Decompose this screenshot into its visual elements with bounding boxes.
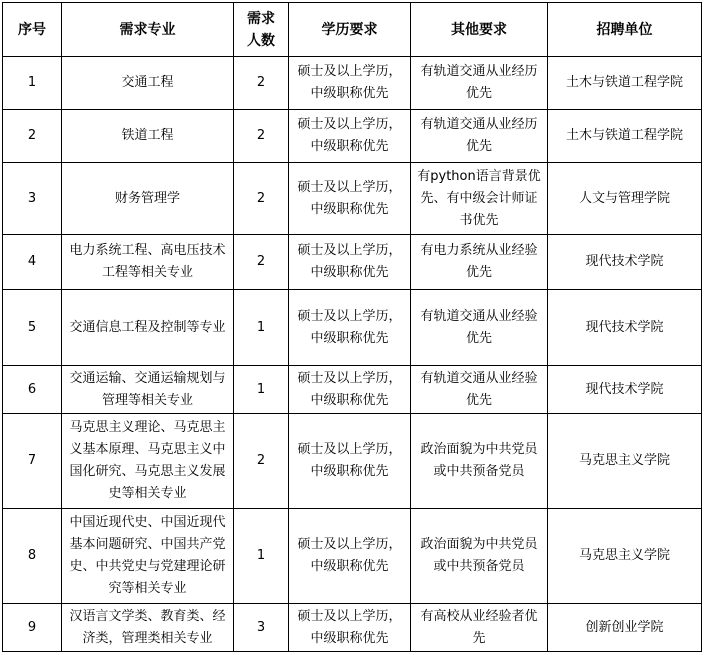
row-no: 7 <box>3 414 62 509</box>
header-row <box>3 3 702 57</box>
table-row <box>3 509 702 604</box>
table-row <box>3 290 702 366</box>
recruitment-table <box>2 2 702 652</box>
row-major: 交通运输、交通运输规划与管理等相关专业 <box>62 366 234 414</box>
row-other: 政治面貌为中共党员或中共预备党员 <box>411 509 548 604</box>
row-count: 1 <box>234 509 289 604</box>
row-other: 有python语言背景优先、有中级会计师证书优先 <box>411 163 548 235</box>
row-count: 3 <box>234 604 289 652</box>
row-education: 硕士及以上学历，中级职称优先 <box>289 290 411 366</box>
row-no: 2 <box>3 110 62 163</box>
table-row <box>3 110 702 163</box>
row-unit: 人文与管理学院 <box>548 163 702 235</box>
row-no: 5 <box>3 290 62 366</box>
row-other: 有高校从业经验者优先 <box>411 604 548 652</box>
row-no: 4 <box>3 235 62 290</box>
row-unit: 现代技术学院 <box>548 235 702 290</box>
header-other: 其他要求 <box>411 3 548 57</box>
table-row <box>3 604 702 652</box>
row-education: 硕士及以上学历，中级职称优先 <box>289 509 411 604</box>
row-education: 硕士及以上学历，中级职称优先 <box>289 366 411 414</box>
row-no: 6 <box>3 366 62 414</box>
row-other: 政治面貌为中共党员或中共预备党员 <box>411 414 548 509</box>
row-count: 2 <box>234 110 289 163</box>
table-row <box>3 57 702 110</box>
row-count: 2 <box>234 414 289 509</box>
row-unit: 马克思主义学院 <box>548 509 702 604</box>
row-count: 2 <box>234 235 289 290</box>
row-education: 硕士及以上学历，中级职称优先 <box>289 110 411 163</box>
row-other: 有轨道交通从业经验优先 <box>411 290 548 366</box>
row-count: 1 <box>234 290 289 366</box>
row-no: 9 <box>3 604 62 652</box>
table-row <box>3 163 702 235</box>
row-count: 2 <box>234 163 289 235</box>
row-other: 有轨道交通从业经验优先 <box>411 366 548 414</box>
row-major: 交通信息工程及控制等专业 <box>62 290 234 366</box>
row-major: 铁道工程 <box>62 110 234 163</box>
table-row <box>3 235 702 290</box>
row-unit: 马克思主义学院 <box>548 414 702 509</box>
row-major: 财务管理学 <box>62 163 234 235</box>
table-body <box>3 57 702 652</box>
row-unit: 现代技术学院 <box>548 366 702 414</box>
row-major: 交通工程 <box>62 57 234 110</box>
header-education: 学历要求 <box>289 3 411 57</box>
row-major: 马克思主义理论、马克思主义基本原理、马克思主义中国化研究、马克思主义发展史等相关专业 <box>62 414 234 509</box>
row-unit: 土木与铁道工程学院 <box>548 110 702 163</box>
table-row <box>3 414 702 509</box>
header-unit: 招聘单位 <box>548 3 702 57</box>
row-education: 硕士及以上学历，中级职称优先 <box>289 235 411 290</box>
row-major: 汉语言文学类、教育类、经济类，管理类相关专业 <box>62 604 234 652</box>
row-unit: 土木与铁道工程学院 <box>548 57 702 110</box>
header-major: 需求专业 <box>62 3 234 57</box>
row-other: 有轨道交通从业经历优先 <box>411 110 548 163</box>
row-other: 有轨道交通从业经历优先 <box>411 57 548 110</box>
row-other: 有电力系统从业经验优先 <box>411 235 548 290</box>
row-education: 硕士及以上学历，中级职称优先 <box>289 163 411 235</box>
header-count: 需求人数 <box>234 3 289 57</box>
row-no: 8 <box>3 509 62 604</box>
row-no: 3 <box>3 163 62 235</box>
table-row <box>3 366 702 414</box>
row-major: 电力系统工程、高电压技术工程等相关专业 <box>62 235 234 290</box>
row-education: 硕士及以上学历，中级职称优先 <box>289 414 411 509</box>
row-count: 2 <box>234 57 289 110</box>
header-no: 序号 <box>3 3 62 57</box>
row-education: 硕士及以上学历，中级职称优先 <box>289 57 411 110</box>
row-unit: 现代技术学院 <box>548 290 702 366</box>
row-unit: 创新创业学院 <box>548 604 702 652</box>
row-education: 硕士及以上学历，中级职称优先 <box>289 604 411 652</box>
row-count: 1 <box>234 366 289 414</box>
row-no: 1 <box>3 57 62 110</box>
row-major: 中国近现代史、中国近现代基本问题研究、中国共产党史、中共党史与党建理论研究等相关专业 <box>62 509 234 604</box>
